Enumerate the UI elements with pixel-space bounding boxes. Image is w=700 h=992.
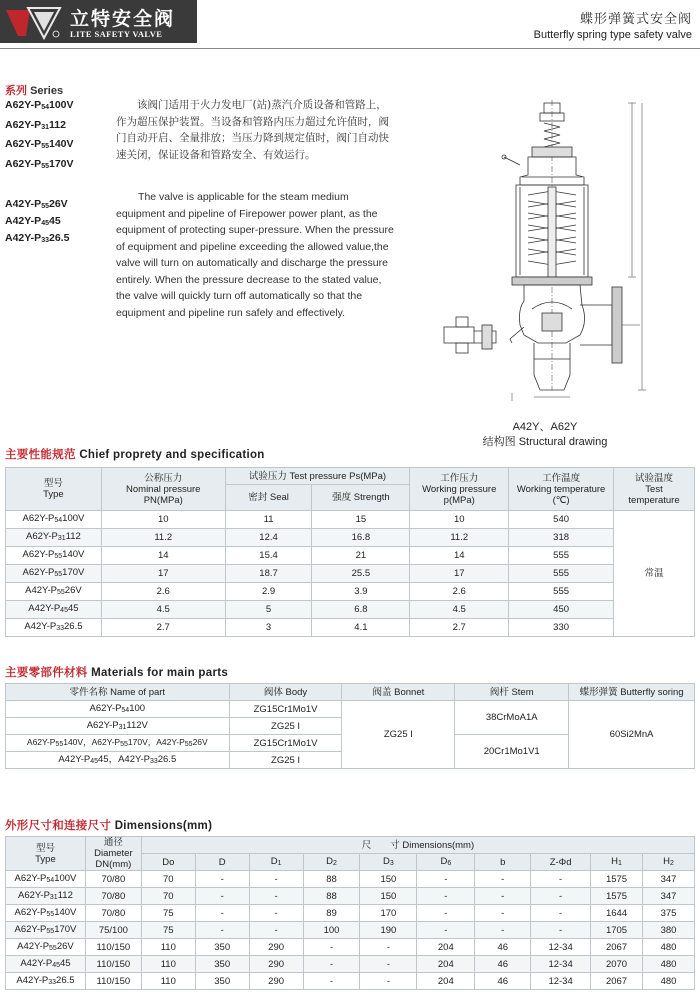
table-row [6, 922, 695, 939]
cell-type: $A62Y-P_{54}100V$ [6, 871, 86, 888]
table-cell: 88 [303, 888, 360, 905]
table-cell: 15.4 [225, 547, 312, 565]
cell-spring: 60Si2MnA [569, 701, 695, 769]
brand-name-cn: 立特安全阀 [70, 8, 176, 30]
col-header-test-temperature [614, 468, 695, 511]
table-cell: 1575 [591, 871, 643, 888]
table-cell: - [417, 905, 475, 922]
table-cell: 11.2 [410, 529, 509, 547]
table-cell: 1705 [591, 922, 643, 939]
table-cell: 1644 [591, 905, 643, 922]
table-cell: 100 [303, 922, 360, 939]
table-cell: 110 [141, 939, 195, 956]
series-item: $A42Y-P_{45}45$ [5, 215, 61, 227]
cell-type: $A42Y-P_{33}26.5$ [6, 973, 86, 990]
table-cell: 555 [509, 547, 614, 565]
table-cell: 46 [475, 939, 531, 956]
table-cell: 12-34 [531, 956, 591, 973]
table-cell: 70/80 [85, 905, 141, 922]
table-cell: 18.7 [225, 565, 312, 583]
header-label-line: p(MPa) [443, 494, 475, 506]
col-header-dimensions: 尺 寸 Dimensions(mm) [141, 837, 694, 854]
table-cell: 110/150 [85, 973, 141, 990]
table-cell: - [531, 888, 591, 905]
table-row [6, 973, 695, 990]
table-cell: 12.4 [225, 529, 312, 547]
header-label-line: Working pressure [422, 483, 497, 495]
cell-type: $A42Y-P_{45}45$ [6, 956, 86, 973]
table-cell: 2067 [591, 939, 643, 956]
table-cell: 5 [225, 601, 312, 619]
col-header-h2: $H_2$ [642, 854, 694, 871]
table-cell: - [249, 905, 303, 922]
cell-type: $A62Y-P_{55}140V$ [6, 905, 86, 922]
series-heading [5, 82, 63, 98]
table-cell: 88 [303, 871, 360, 888]
perf-heading-cn: 主要性能规范 [5, 447, 76, 461]
table-cell: 17 [101, 565, 225, 583]
cell-type: $A42Y-P_{45}45$ [6, 601, 102, 619]
dimensions-heading-en: Dimensions(mm) [114, 820, 213, 832]
table-cell: 75 [141, 922, 195, 939]
table-cell: 347 [642, 871, 694, 888]
header-label-line: Working temperature [516, 483, 606, 495]
header-label-line: 工作温度 [542, 472, 581, 484]
col-header-do: Do [141, 854, 195, 871]
cell-type: $A62Y-P_{31}112$ [6, 529, 102, 547]
cell-part: $A62Y-P_{31}112V$ [6, 718, 230, 735]
table-cell: - [475, 922, 531, 939]
table-cell: - [531, 905, 591, 922]
table-cell: - [195, 905, 249, 922]
table-cell: 10 [101, 511, 225, 529]
table-cell: 4.1 [312, 619, 410, 637]
table-cell: 89 [303, 905, 360, 922]
header-label-line: (℃) [552, 494, 570, 506]
table-row [6, 511, 695, 529]
header-label-line: PN(MPa) [143, 494, 183, 506]
description-cn: 该阀门适用于火力发电厂(站)蒸汽介质设备和管路上，作为超压保护装置。当设备和管路内压力超过允许值时，阀门自动开启、全量排放；当压力降到规定值时，阀门自动快速关闭，保证设备和管路安全、有效运行。 [116, 99, 389, 161]
col-header-b: b [475, 854, 531, 871]
header-label-line: Nominal pressure [126, 483, 201, 495]
page-title-cn: 蝶形弹簧式安全阀 [579, 12, 692, 27]
dimensions-section-heading [5, 817, 212, 833]
col-header-h1: $H_1$ [591, 854, 643, 871]
series-item: $A42Y-P_{33}26.5$ [5, 232, 70, 244]
col-header-strength: 强度 Strength [312, 485, 410, 511]
table-cell: 190 [360, 922, 417, 939]
cell-type: $A62Y-P_{54}100V$ [6, 511, 102, 529]
table-cell: 3.9 [312, 583, 410, 601]
table-cell: 375 [642, 905, 694, 922]
table-cell: 2.9 [225, 583, 312, 601]
header-label-line: 试验温度 [635, 472, 674, 484]
table-row [6, 871, 695, 888]
col-header-d: D [195, 854, 249, 871]
table-cell: 204 [417, 939, 475, 956]
table-cell: 2.7 [101, 619, 225, 637]
table-row [6, 956, 695, 973]
col-header-d3: $D_3$ [360, 854, 417, 871]
table-cell: 14 [410, 547, 509, 565]
series-heading-cn: 系列 [5, 85, 27, 97]
table-cell: - [531, 871, 591, 888]
table-row [6, 888, 695, 905]
table-cell: - [417, 888, 475, 905]
cell-stem: 38CrMoA1A [455, 701, 569, 735]
table-cell: 290 [249, 973, 303, 990]
col-header-seal: 密封 Seal [225, 485, 312, 511]
table-cell: - [249, 922, 303, 939]
performance-table [5, 467, 695, 637]
col-header-d1: $D_1$ [249, 854, 303, 871]
table-cell: 110 [141, 973, 195, 990]
table-cell: - [303, 956, 360, 973]
header-label-line: 工作压力 [440, 472, 479, 484]
series-heading-en: Series [30, 85, 64, 97]
table-cell: 15 [312, 511, 410, 529]
table-cell: 347 [642, 888, 694, 905]
drawing-caption-models: A42Y、A62Y [512, 421, 578, 433]
table-cell: - [417, 922, 475, 939]
drawing-caption-title: 结构图 Structural drawing [482, 436, 608, 448]
cell-body: ZG25 I [229, 752, 342, 769]
perf-heading-en: Chief proprety and specification [79, 449, 265, 461]
table-cell: 70/80 [85, 888, 141, 905]
table-cell: - [195, 871, 249, 888]
cell-type: $A42Y-P_{33}26.5$ [6, 619, 102, 637]
series-item: $A62Y-P_{54}100V$ [5, 99, 74, 111]
table-cell: 75/100 [85, 922, 141, 939]
materials-section-heading [5, 664, 228, 680]
table-cell: 318 [509, 529, 614, 547]
table-cell: 150 [360, 888, 417, 905]
table-row [6, 701, 695, 718]
table-cell: - [360, 939, 417, 956]
series-item: $A42Y-P_{55}26V$ [5, 198, 68, 210]
table-cell: 350 [195, 939, 249, 956]
col-header-stem: 阀杆 Stem [455, 684, 569, 701]
dimensions-heading-cn: 外形尺寸和连接尺寸 [5, 818, 112, 832]
table-cell: 1575 [591, 888, 643, 905]
table-cell: 21 [312, 547, 410, 565]
table-cell: 70 [141, 888, 195, 905]
page-title-en: Butterfly spring type safety valve [533, 29, 692, 41]
series-list-a62y [5, 97, 74, 175]
drawing-caption [440, 420, 650, 450]
page-header [0, 0, 700, 62]
table-cell: 330 [509, 619, 614, 637]
brand-name-en: LITE SAFETY VALVE [70, 29, 163, 39]
col-header-working-temperature [509, 468, 614, 511]
table-cell: 480 [642, 973, 694, 990]
cell-stem: 20Cr1Mo1V1 [455, 735, 569, 769]
table-cell: 290 [249, 956, 303, 973]
header-label-line: Diameter [94, 848, 133, 859]
description-en: The valve is applicable for the steam medium equipment and pipeline of Firepower power plant, as the equipment of protecting super-pressure. When the pressure of equipment and pipeline exceeding the allowed value,the valve will turn on automatically and discharge the pressure entirely. When the pressure decrease to the stated value, the valve will quickly turn off automatically so that the equipment and pipeline run safely and effectively. [116, 191, 394, 319]
series-item: $A62Y-P_{55}170V$ [5, 157, 74, 170]
table-cell: 12-34 [531, 973, 591, 990]
table-cell: 555 [509, 565, 614, 583]
table-row [6, 583, 695, 601]
table-cell: 16.8 [312, 529, 410, 547]
table-cell: 4.5 [410, 601, 509, 619]
header-label-line: DN(mm) [95, 859, 132, 870]
table-row [6, 939, 695, 956]
col-header-bonnet: 阀盖 Bonnet [342, 684, 455, 701]
cell-type: $A62Y-P_{55}140V$ [6, 547, 102, 565]
cell-type: $A42Y-P_{55}26V$ [6, 939, 86, 956]
col-header-nominal-pressure [101, 468, 225, 511]
brand-logo-icon [4, 4, 62, 40]
table-row [6, 619, 695, 637]
table-cell: 110/150 [85, 939, 141, 956]
cell-type: $A62Y-P_{31}112$ [6, 888, 86, 905]
table-cell: 350 [195, 956, 249, 973]
table-cell: 2.6 [101, 583, 225, 601]
table-cell: - [360, 956, 417, 973]
col-header-test-pressure: 试验压力 Test pressure Ps(MPa) [225, 468, 410, 485]
col-header-diameter [85, 837, 141, 871]
table-cell: 6.8 [312, 601, 410, 619]
table-cell: - [417, 871, 475, 888]
table-row [6, 905, 695, 922]
header-label-line: Type [35, 853, 56, 865]
table-cell: 75 [141, 905, 195, 922]
col-header-spring: 蝶形弹簧 Butterfly soring [569, 684, 695, 701]
table-cell: - [475, 871, 531, 888]
materials-table [5, 683, 695, 769]
materials-heading-cn: 主要零部件材料 [5, 665, 88, 679]
perf-section-heading [5, 446, 265, 462]
cell-body: ZG25 I [229, 718, 342, 735]
table-cell: - [195, 888, 249, 905]
table-cell: 290 [249, 939, 303, 956]
cell-test-temperature: 常温 [614, 511, 695, 637]
table-cell: - [360, 973, 417, 990]
dimensions-table [5, 836, 695, 990]
structural-drawing [420, 95, 660, 415]
table-cell: 450 [509, 601, 614, 619]
table-row [6, 601, 695, 619]
cell-body: ZG15Cr1Mo1V [229, 701, 342, 718]
col-header-z-d: Z-Φd [531, 854, 591, 871]
series-item: $A62Y-P_{31}112$ [5, 118, 66, 131]
brand-logo-block [0, 0, 197, 43]
table-cell: 46 [475, 956, 531, 973]
table-cell: 17 [410, 565, 509, 583]
col-header-type [6, 837, 86, 871]
header-label-line: 型号 [43, 478, 63, 489]
table-cell: 204 [417, 956, 475, 973]
table-cell: 170 [360, 905, 417, 922]
cell-part: $A62Y-P_{55}140V$，$A62Y-P_{55}170V$，$A42Y-P_{55}26V$ [6, 735, 230, 752]
table-cell: - [195, 922, 249, 939]
table-cell: 12-34 [531, 939, 591, 956]
col-header-working-pressure [410, 468, 509, 511]
table-cell: 3 [225, 619, 312, 637]
table-cell: 480 [642, 939, 694, 956]
table-cell: - [531, 922, 591, 939]
table-cell: 25.5 [312, 565, 410, 583]
table-cell: 10 [410, 511, 509, 529]
table-cell: 204 [417, 973, 475, 990]
table-cell: 46 [475, 973, 531, 990]
col-header-d6: $D_6$ [417, 854, 475, 871]
header-label-line: Type [43, 489, 64, 500]
table-cell: 70 [141, 871, 195, 888]
table-cell: 4.5 [101, 601, 225, 619]
table-cell: 11.2 [101, 529, 225, 547]
col-header-type [6, 468, 102, 511]
cell-type: $A62Y-P_{55}170V$ [6, 922, 86, 939]
cell-part: $A62Y-P_{54}100$ [6, 701, 230, 718]
cell-bonnet: ZG25 I [342, 701, 455, 769]
header-label-line: Test [645, 483, 663, 495]
table-cell: - [249, 888, 303, 905]
cell-part: $A42Y-P_{45}45$，$A42Y-P_{33}26.5$ [6, 752, 230, 769]
table-row [6, 547, 695, 565]
series-list-a42y [5, 197, 69, 248]
cell-type: $A42Y-P_{55}26V$ [6, 583, 102, 601]
col-header-part-name: 零件名称 Name of part [6, 684, 230, 701]
table-cell: 110/150 [85, 956, 141, 973]
table-cell: 150 [360, 871, 417, 888]
table-cell: - [303, 939, 360, 956]
materials-heading-en: Materials for main parts [91, 667, 229, 679]
header-label-line: 公称压力 [144, 472, 183, 484]
table-cell: 70/80 [85, 871, 141, 888]
table-cell: - [249, 871, 303, 888]
table-cell: - [475, 888, 531, 905]
table-cell: 14 [101, 547, 225, 565]
table-cell: 555 [509, 583, 614, 601]
table-row [6, 565, 695, 583]
series-item: $A62Y-P_{55}140V$ [5, 138, 74, 150]
col-header-d2: $D_2$ [303, 854, 360, 871]
table-cell: 350 [195, 973, 249, 990]
col-header-body: 阀体 Body [229, 684, 342, 701]
table-cell: 2.6 [410, 583, 509, 601]
table-cell: - [303, 973, 360, 990]
table-cell: 480 [642, 956, 694, 973]
header-label-line: 通径 [103, 837, 123, 848]
header-divider [0, 48, 700, 49]
table-cell: - [475, 905, 531, 922]
table-cell: 11 [225, 511, 312, 529]
table-cell: 540 [509, 511, 614, 529]
table-row [6, 529, 695, 547]
cell-type: $A62Y-P_{55}170V$ [6, 565, 102, 583]
table-cell: 380 [642, 922, 694, 939]
header-label-line: temperature [628, 494, 680, 506]
table-cell: 2.7 [410, 619, 509, 637]
header-label-line: 型号 [35, 842, 55, 854]
table-cell: 2070 [591, 956, 643, 973]
table-cell: 2067 [591, 973, 643, 990]
cell-body: ZG15Cr1Mo1V [229, 735, 342, 752]
table-cell: 110 [141, 956, 195, 973]
